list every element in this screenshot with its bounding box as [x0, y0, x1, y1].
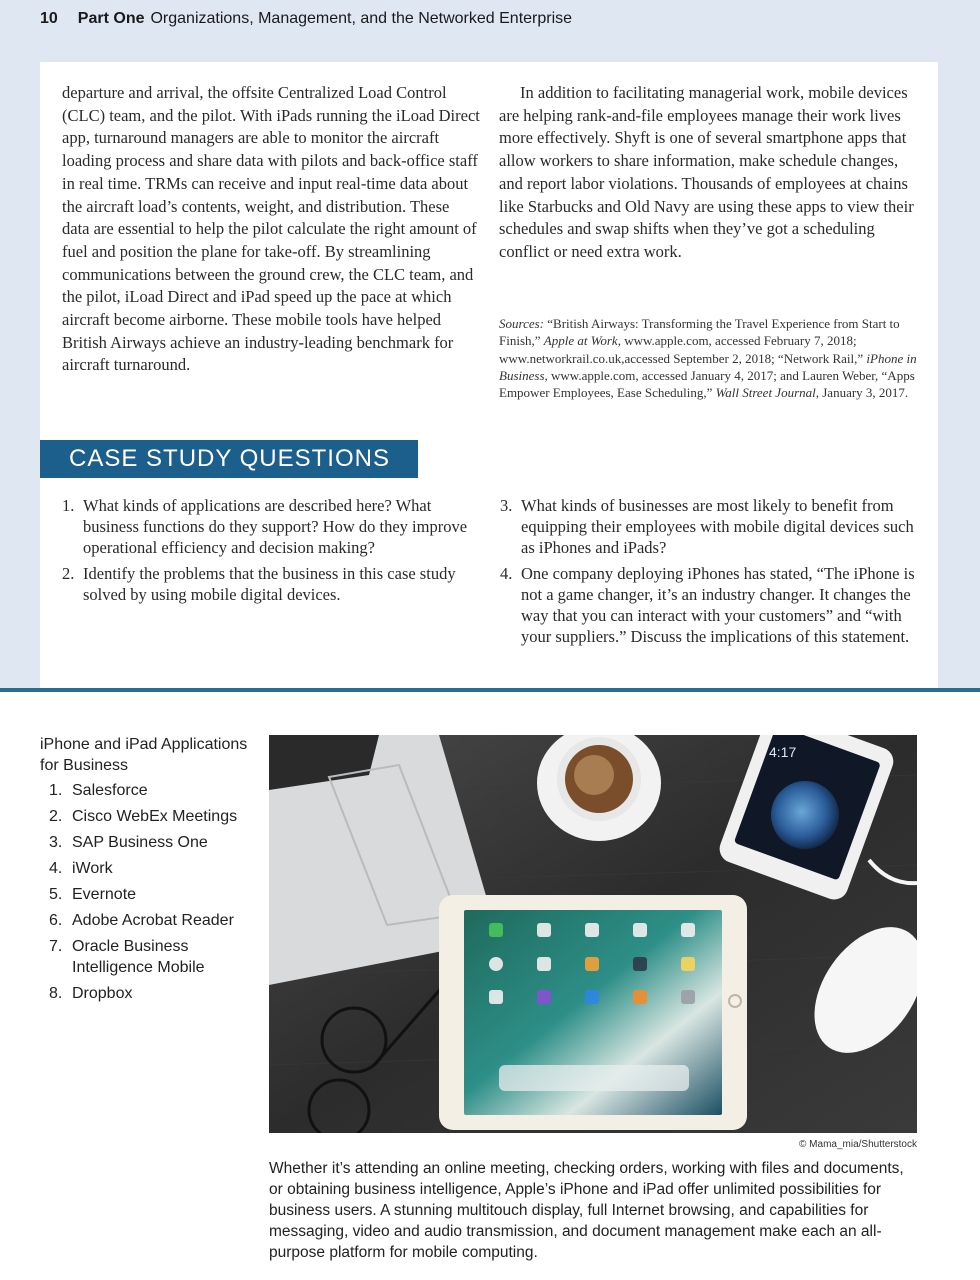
source-text: “British Airways: Transforming the Travel Experience from Start to Finish,”	[499, 316, 900, 349]
app-number: 2.	[49, 808, 63, 825]
sidebar-title: iPhone and iPad Applications for Business	[40, 736, 248, 774]
app-number: 4.	[49, 860, 63, 877]
app-list-item	[40, 858, 255, 879]
app-number: 8.	[49, 985, 63, 1002]
question-item	[62, 563, 482, 605]
question-number: 1.	[62, 496, 75, 515]
app-list-item	[40, 910, 255, 931]
question-number: 2.	[62, 564, 75, 583]
case-study-panel	[40, 62, 938, 688]
case-text-right	[499, 82, 917, 264]
section-divider	[0, 688, 980, 692]
phone-clock: 4:17	[769, 744, 797, 760]
app-number: 1.	[49, 782, 63, 799]
questions-list-left	[62, 495, 482, 610]
case-text-left	[62, 82, 480, 377]
app-name: SAP Business One	[72, 834, 208, 851]
question-text: Identify the problems that the business in this case study solved by using mobile digital devices.	[83, 564, 456, 604]
app-list-item	[40, 832, 255, 853]
question-text: What kinds of applications are described here? What business functions do they support? How do they improve operational efficiency and decision making?	[83, 496, 468, 557]
source-publication: iPhone in Business,	[499, 350, 917, 383]
figure-caption: Whether it’s attending an online meeting, checking orders, working with files and documents, or obtaining business intelligence, Apple’s iPhone and iPad offer unlimited possibilities for business users. A stunning multitouch display, full Internet browsing, and capabilities for messaging, video and audio transmission, and document management make each an all-purpose platform for mobile computing.	[269, 1160, 904, 1261]
app-name: Evernote	[72, 886, 137, 903]
app-number: 5.	[49, 886, 63, 903]
question-item	[62, 495, 482, 558]
app-name: iWork	[72, 860, 113, 877]
sources-label: Sources:	[499, 316, 545, 331]
source-text: www.apple.com, accessed January 4, 2017; and Lauren Weber, “Apps Empower Employees, Ease Scheduling,”	[499, 367, 915, 401]
question-text: One company deploying iPhones has stated, “The iPhone is not a game changer, it’s an industry changer. It changes the way that you can interact with your customers” and “with your suppliers.” Discuss the implications of this statement.	[521, 564, 915, 646]
sources-note	[499, 315, 917, 401]
app-name: Oracle Business Intelligence Mobile	[72, 938, 205, 976]
case-study-questions-heading: CASE STUDY QUESTIONS	[40, 440, 418, 478]
app-list-item	[40, 884, 255, 905]
part-label: Part One	[77, 10, 145, 27]
running-header	[40, 10, 572, 28]
source-text: January 3, 2017.	[822, 385, 909, 401]
source-publication: Apple at Work,	[543, 333, 621, 349]
page-number: 10	[40, 10, 58, 27]
case-paragraph-left: departure and arrival, the offsite Centralized Load Control (CLC) team, and the pilot. With iPads running the iLoad Direct app, turnaround managers are able to monitor the aircraft loading process and share data with pilots and back-office staff in real time. TRMs can receive and input real-time data about the aircraft load’s contents, weight, and distribution. These data are essential to help the pilot calculate the right amount of fuel and position the plane for take-off. By streamlining communications between the ground crew, the CLC team, and the pilot, iLoad Direct and iPad speed up the pace at which aircraft become airborne. These mobile tools have helped British Airways achieve an industry-leading benchmark for aircraft turnaround.	[62, 83, 480, 375]
app-number: 6.	[49, 912, 63, 929]
app-number: 3.	[49, 834, 63, 851]
app-name: Cisco WebEx Meetings	[72, 808, 238, 825]
ipad	[439, 895, 747, 1130]
app-list-item	[40, 780, 255, 801]
case-paragraph-right: In addition to facilitating managerial work, mobile devices are helping rank-and-file employees manage their work lives more effectively. Shyft is one of several smartphone apps that allow workers to share information, make schedule changes, and report labor violations. Thousands of employees at chains like Starbucks and Old Navy are using these apps to view their schedules and swap shifts when they’ve got a scheduling conflict or need extra work.	[499, 83, 914, 261]
desk-illustration	[269, 735, 917, 1133]
app-list-item	[40, 983, 255, 1004]
source-publication: Wall Street Journal,	[715, 385, 819, 401]
app-name: Adobe Acrobat Reader	[72, 912, 234, 929]
photo-credit: © Mama_mia/Shutterstock	[799, 1139, 917, 1150]
apps-sidebar	[40, 734, 255, 1009]
app-list-item	[40, 936, 255, 978]
question-number: 3.	[500, 496, 513, 515]
app-name: Salesforce	[72, 782, 148, 799]
part-title: Organizations, Management, and the Networked Enterprise	[150, 10, 573, 27]
apps-list	[40, 780, 255, 1004]
app-list-item	[40, 806, 255, 827]
questions-list-right	[500, 495, 920, 652]
source-text: www.apple.com, accessed February 7, 2018; www.networkrail.co.uk,accessed September 2, 2018; “Network Rail,”	[499, 333, 864, 366]
question-item	[500, 495, 920, 558]
question-item	[500, 563, 920, 647]
desk-photo	[269, 735, 917, 1133]
question-number: 4.	[500, 564, 513, 583]
app-name: Dropbox	[72, 985, 133, 1002]
app-number: 7.	[49, 938, 63, 955]
question-text: What kinds of businesses are most likely to benefit from equipping their employees with mobile digital devices such as iPhones and iPads?	[521, 496, 914, 557]
